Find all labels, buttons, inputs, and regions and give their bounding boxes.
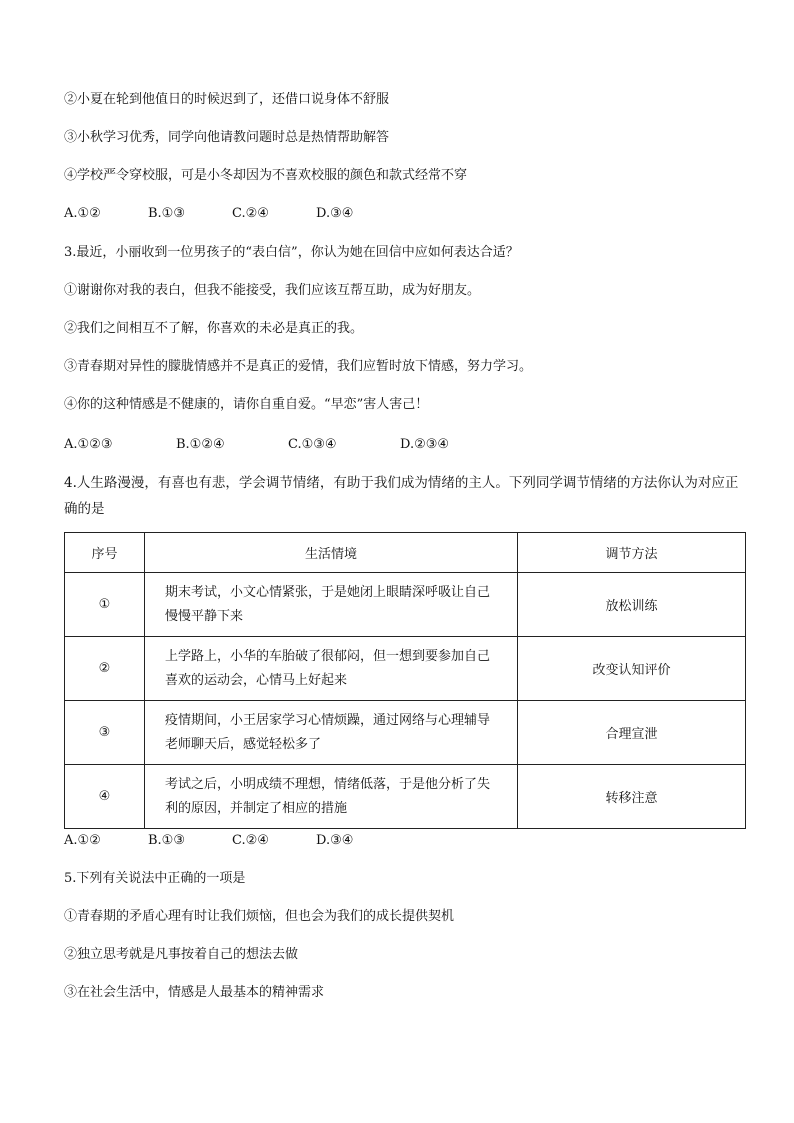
table-row: [65, 637, 746, 701]
scene-line: 疫情期间，小王居家学习心情烦躁，通过网络与心理辅导: [165, 712, 491, 728]
q3-options: [64, 436, 449, 454]
header-method: 调节方法: [518, 533, 746, 573]
q2-option-d: D.③④: [316, 206, 354, 221]
q4-option-c: C.②④: [232, 833, 269, 848]
table-row: [65, 701, 746, 765]
header-scene: 生活情境: [145, 533, 518, 573]
cell-method: 改变认知评价: [518, 637, 746, 701]
q3-item-1: ①谢谢你对我的表白，但我不能接受，我们应该互帮互助，成为好朋友。: [64, 283, 481, 298]
q3-stem: 3.最近，小丽收到一位男孩子的“表白信”，你认为她在回信中应如何表达合适？: [64, 245, 519, 260]
scene-line: 期末考试，小文心情紧张，于是她闭上眼睛深呼吸让自己: [165, 584, 491, 600]
cell-no: ④: [65, 765, 145, 829]
cell-scene: [145, 637, 518, 701]
q4-option-b: B.①③: [148, 833, 185, 848]
table-row: [65, 765, 746, 829]
cell-method: 合理宣泄: [518, 701, 746, 765]
q2-option-a: A.①②: [64, 206, 101, 221]
cell-method: 转移注意: [518, 765, 746, 829]
cell-scene: [145, 701, 518, 765]
scene-line: 考试之后，小明成绩不理想，情绪低落，于是他分析了失: [165, 776, 491, 792]
cell-scene: [145, 573, 518, 637]
q5-item-3: ③在社会生活中，情感是人最基本的精神需求: [64, 985, 325, 1000]
cell-no: ①: [65, 573, 145, 637]
q2-item-2: ②小夏在轮到他值日的时候迟到了，还借口说身体不舒服: [64, 92, 390, 107]
scene-line: 喜欢的运动会，心情马上好起来: [165, 672, 348, 688]
cell-method: 放松训练: [518, 573, 746, 637]
q4-table: [64, 532, 746, 829]
cell-no: ③: [65, 701, 145, 765]
q4-options: [64, 832, 353, 850]
header-no: 序号: [65, 533, 145, 573]
cell-no: ②: [65, 637, 145, 701]
q4-stem: 4.人生路漫漫，有喜也有悲，学会调节情绪，有助于我们成为情绪的主人。下列同学调节情绪的方法你认为对应正确的是: [64, 475, 739, 517]
q3-option-b: B.①②④: [176, 437, 225, 452]
q3-option-d: D.②③④: [400, 437, 450, 452]
cell-scene: [145, 765, 518, 829]
q2-option-c: C.②④: [232, 206, 269, 221]
table-header-row: [65, 533, 746, 573]
scene-line: 老师聊天后，感觉轻松多了: [165, 736, 322, 752]
scene-line: 利的原因，并制定了相应的措施: [165, 800, 348, 816]
table-row: [65, 573, 746, 637]
q4-option-d: D.③④: [316, 833, 354, 848]
scene-line: 慢慢平静下来: [165, 608, 244, 624]
q5-item-2: ②独立思考就是凡事按着自己的想法去做: [64, 947, 299, 962]
q3-option-c: C.①③④: [288, 437, 337, 452]
q2-options: [64, 205, 353, 223]
q3-item-2: ②我们之间相互不了解，你喜欢的未必是真正的我。: [64, 321, 364, 336]
q2-item-4: ④学校严令穿校服，可是小冬却因为不喜欢校服的颜色和款式经常不穿: [64, 168, 468, 183]
q4-option-a: A.①②: [64, 833, 101, 848]
q2-option-b: B.①③: [148, 206, 185, 221]
q5-item-1: ①青春期的矛盾心理有时让我们烦恼，但也会为我们的成长提供契机: [64, 909, 455, 924]
q2-item-3: ③小秋学习优秀，同学向他请教问题时总是热情帮助解答: [64, 130, 390, 145]
scene-line: 上学路上，小华的车胎破了很郁闷，但一想到要参加自己: [165, 648, 491, 664]
q3-item-3: ③青春期对异性的朦胧情感并不是真正的爱情，我们应暂时放下情感，努力学习。: [64, 359, 533, 374]
q5-stem: 5.下列有关说法中正确的一项是: [64, 871, 246, 886]
q3-option-a: A.①②③: [64, 437, 113, 452]
q3-item-4: ④你的这种情感是不健康的，请你自重自爱。“早恋”害人害己！: [64, 397, 429, 412]
